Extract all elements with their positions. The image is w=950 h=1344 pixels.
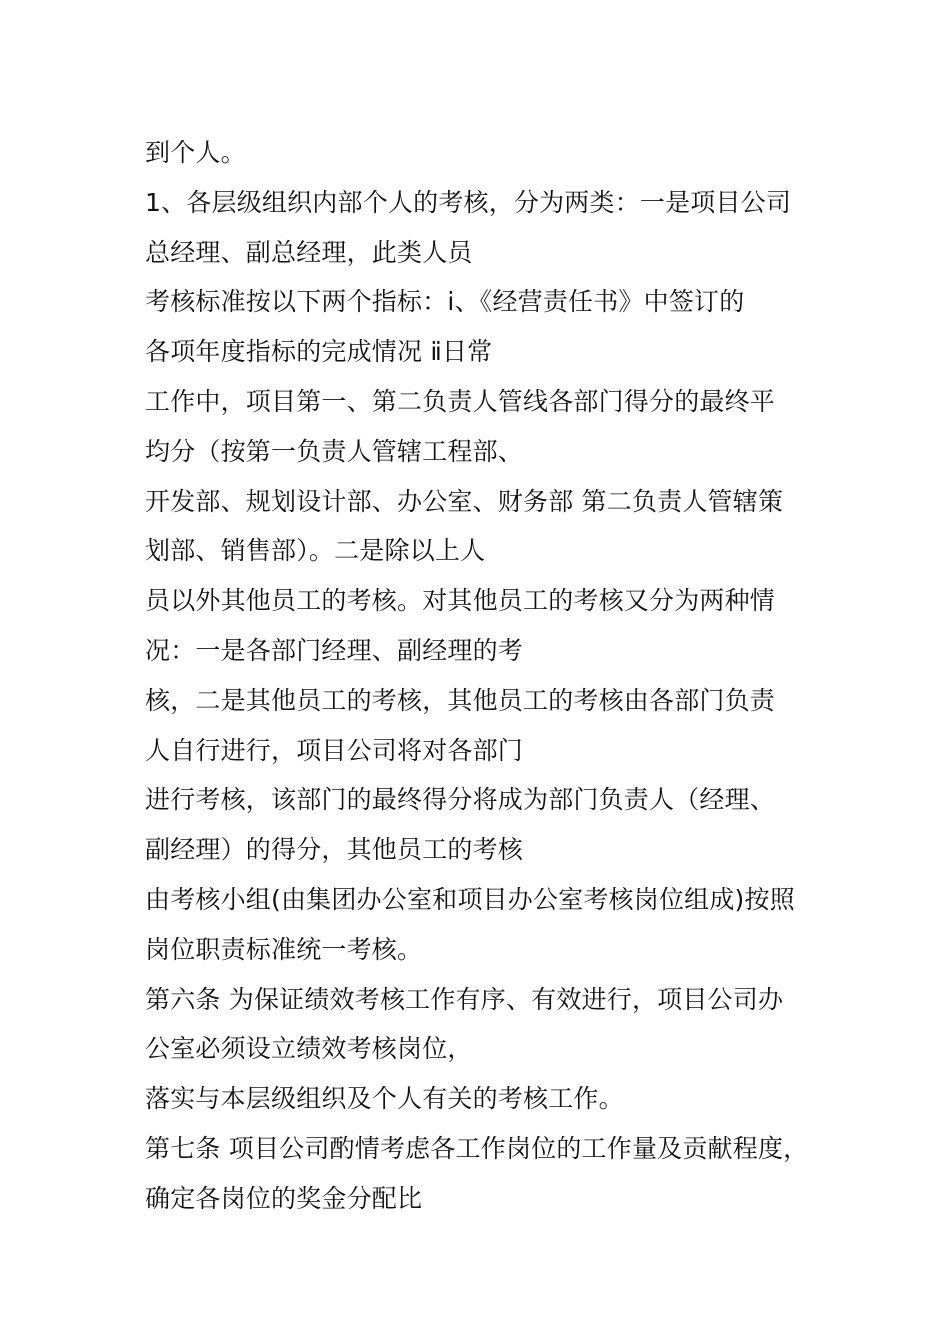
text-line-5: 各项年度指标的完成情况 ⅱ日常 (145, 337, 493, 367)
document-body (145, 128, 825, 1224)
text-line-7: 均分（按第一负责人管辖工程部、 (145, 436, 524, 466)
text-line-20: 落实与本层级组织及个人有关的考核工作。 (145, 1084, 624, 1114)
text-line-22: 确定各岗位的奖金分配比 (145, 1183, 423, 1213)
text-line-12: 核，二是其他员工的考核，其他员工的考核由各部门负责 (145, 685, 776, 715)
text-line-16: 由考核小组(由集团办公室和项目办公室考核岗位组成)按照 (145, 884, 795, 914)
text-line-17: 岗位职责标准统一考核。 (145, 934, 423, 964)
text-line-14: 进行考核，该部门的最终得分将成为部门负责人（经理、 (145, 785, 776, 815)
text-line-18: 第六条 为保证绩效考核工作有序、有效进行，项目公司办 (145, 984, 784, 1014)
text-line-6: 工作中，项目第一、第二负责人管线各部门得分的最终平 (145, 386, 776, 416)
text-line-15: 副经理）的得分，其他员工的考核 (145, 835, 524, 865)
text-line-19: 公室必须设立绩效考核岗位， (145, 1034, 473, 1064)
text-line-21: 第七条 项目公司酌情考虑各工作岗位的工作量及贡献程度， (145, 1133, 809, 1163)
text-line-3: 总经理、副总经理，此类人员 (145, 237, 473, 267)
text-line-8: 开发部、规划设计部、办公室、财务部 第二负责人管辖策 (145, 486, 784, 516)
text-line-11: 况：一是各部门经理、副经理的考 (145, 635, 524, 665)
text-line-2: 1、各层级组织内部个人的考核，分为两类：一是项目公司 (145, 187, 792, 217)
text-line-1: 到个人。 (145, 138, 246, 167)
text-line-13: 人自行进行，项目公司将对各部门 (145, 735, 524, 765)
text-line-10: 员以外其他员工的考核。对其他员工的考核又分为两种情 (145, 586, 776, 616)
text-line-9: 划部、销售部）。二是除以上人 (145, 536, 486, 566)
text-line-4: 考核标准按以下两个指标：ⅰ、《经营责任书》中签订的 (145, 287, 745, 317)
